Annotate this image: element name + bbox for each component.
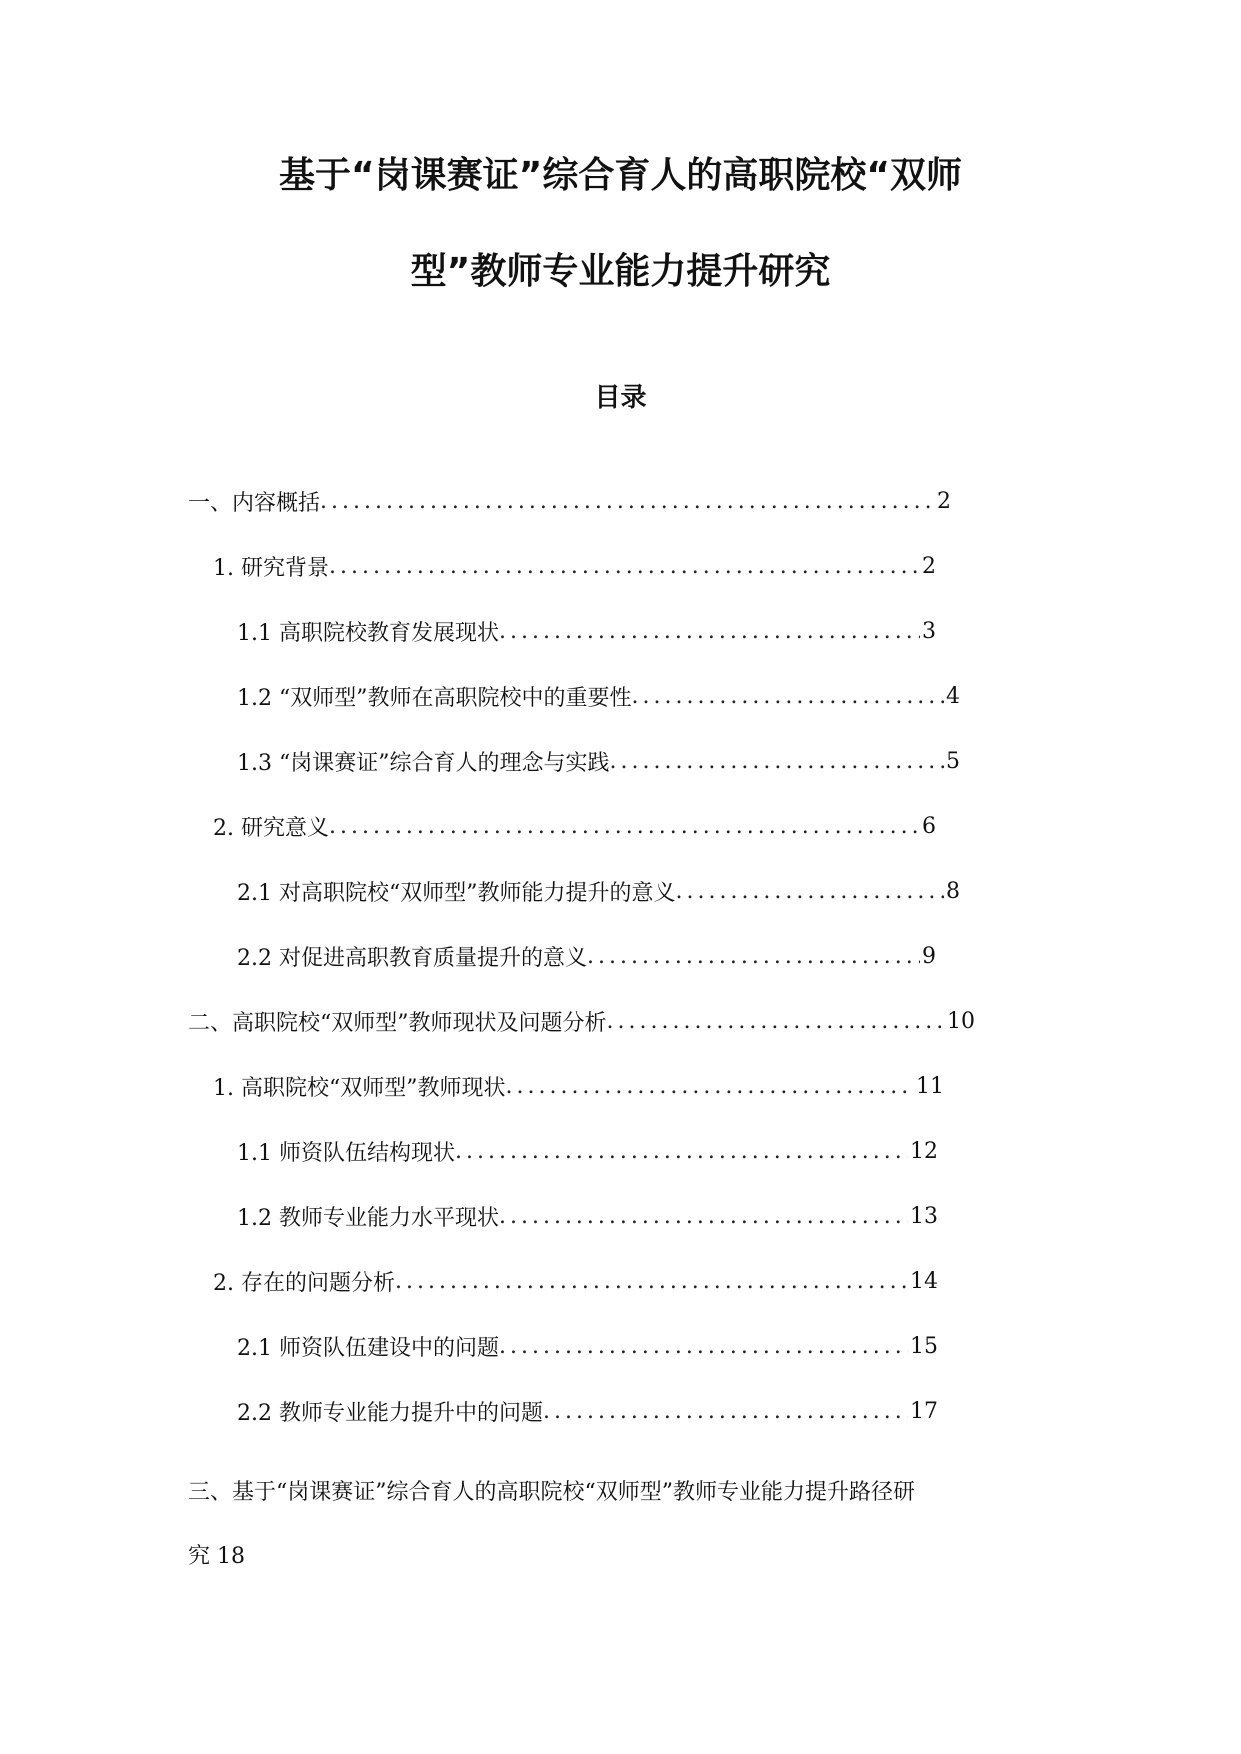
toc-entry-page: 11: [916, 1073, 944, 1099]
toc-entry[interactable]: [237, 614, 936, 648]
toc-entry-label: 二、高职院校“双师型”教师现状及问题分析: [188, 1010, 607, 1036]
toc-entry[interactable]: [237, 1394, 938, 1428]
toc-entry[interactable]: [237, 939, 936, 973]
toc-entry-label: 2. 存在的问题分析: [213, 1270, 395, 1296]
toc-entry-wrapped[interactable]: [188, 1461, 1068, 1589]
toc-entry[interactable]: [237, 679, 960, 713]
toc-entry-label: 2.2 教师专业能力提升中的问题: [237, 1400, 543, 1426]
toc-entry-page: 17: [910, 1398, 938, 1424]
toc-leader-dots: [329, 554, 920, 579]
toc-entry-label: 1.3 “岗课赛证”综合育人的理念与实践: [237, 750, 610, 776]
toc-entry-label: 1.2 教师专业能力水平现状: [237, 1205, 499, 1231]
toc-leader-dots: [395, 1269, 908, 1294]
toc-leader-dots: [609, 749, 944, 774]
toc-entry[interactable]: [237, 744, 960, 778]
toc-entry-label-line-2: 究 18: [188, 1544, 245, 1569]
toc-entry-label: 1.2 “双师型”教师在高职院校中的重要性: [237, 685, 632, 711]
toc-entry[interactable]: [237, 1329, 938, 1363]
toc-leader-dots: [607, 1009, 946, 1034]
toc-leader-dots: [320, 489, 935, 514]
toc-leader-dots: [505, 1074, 914, 1099]
toc-leader-dots: [543, 1399, 908, 1424]
toc-leader-dots: [455, 1139, 908, 1164]
toc-entry-page: 8: [946, 878, 960, 904]
toc-entry-page: 2: [922, 553, 936, 579]
toc-entry-page: 4: [946, 683, 960, 709]
toc-entry[interactable]: [213, 1264, 938, 1298]
toc-entry[interactable]: [213, 809, 936, 843]
toc-entry-page: 2: [937, 488, 951, 514]
toc-entry-page: 14: [910, 1268, 938, 1294]
toc-entry-label-line-1: 三、基于“岗课赛证”综合育人的高职院校“双师型”教师专业能力提升路径研: [188, 1480, 915, 1505]
toc-entry-label: 2. 研究意义: [213, 815, 329, 841]
toc-entry-label: 2.2 对促进高职教育质量提升的意义: [237, 945, 587, 971]
toc-entry-page: 6: [922, 813, 936, 839]
toc-entry-label: 1.1 高职院校教育发展现状: [237, 620, 499, 646]
toc-entry-label: 1. 研究背景: [213, 555, 329, 581]
toc-entry-label: 2.1 对高职院校“双师型”教师能力提升的意义: [237, 880, 676, 906]
toc-entry-label: 2.1 师资队伍建设中的问题: [237, 1335, 499, 1361]
toc-entry[interactable]: [237, 874, 960, 908]
toc-entry-label: 1.1 师资队伍结构现状: [237, 1140, 455, 1166]
toc-entry-page: 13: [910, 1203, 938, 1229]
toc-entry-page: 3: [922, 618, 936, 644]
toc-entry-label: 一、内容概括: [188, 490, 321, 516]
toc-heading: 目录: [594, 383, 647, 413]
toc-entry[interactable]: [237, 1199, 938, 1233]
toc-leader-dots: [675, 879, 944, 904]
toc-leader-dots: [499, 1334, 908, 1359]
document-title-line-2: 型”教师专业能力提升研究: [410, 251, 831, 292]
toc-entry[interactable]: [188, 484, 951, 518]
toc-leader-dots: [587, 944, 920, 969]
toc-entry[interactable]: [237, 1134, 938, 1168]
toc-entry-page: 10: [947, 1008, 975, 1034]
toc-entry-page: 5: [946, 748, 960, 774]
toc-entry-label: 1. 高职院校“双师型”教师现状: [213, 1075, 506, 1101]
toc-leader-dots: [329, 814, 920, 839]
toc-leader-dots: [631, 684, 944, 709]
toc-entry[interactable]: [188, 1004, 975, 1038]
toc-entry-page: 15: [910, 1333, 938, 1359]
toc-entry[interactable]: [213, 1069, 944, 1103]
toc-leader-dots: [499, 1204, 908, 1229]
document-title-line-1: 基于“岗课赛证”综合育人的高职院校“双师: [279, 155, 962, 196]
toc-leader-dots: [499, 619, 920, 644]
toc-entry[interactable]: [213, 549, 936, 583]
toc-entry-page: 9: [922, 943, 936, 969]
toc-entry-page: 12: [910, 1138, 938, 1164]
